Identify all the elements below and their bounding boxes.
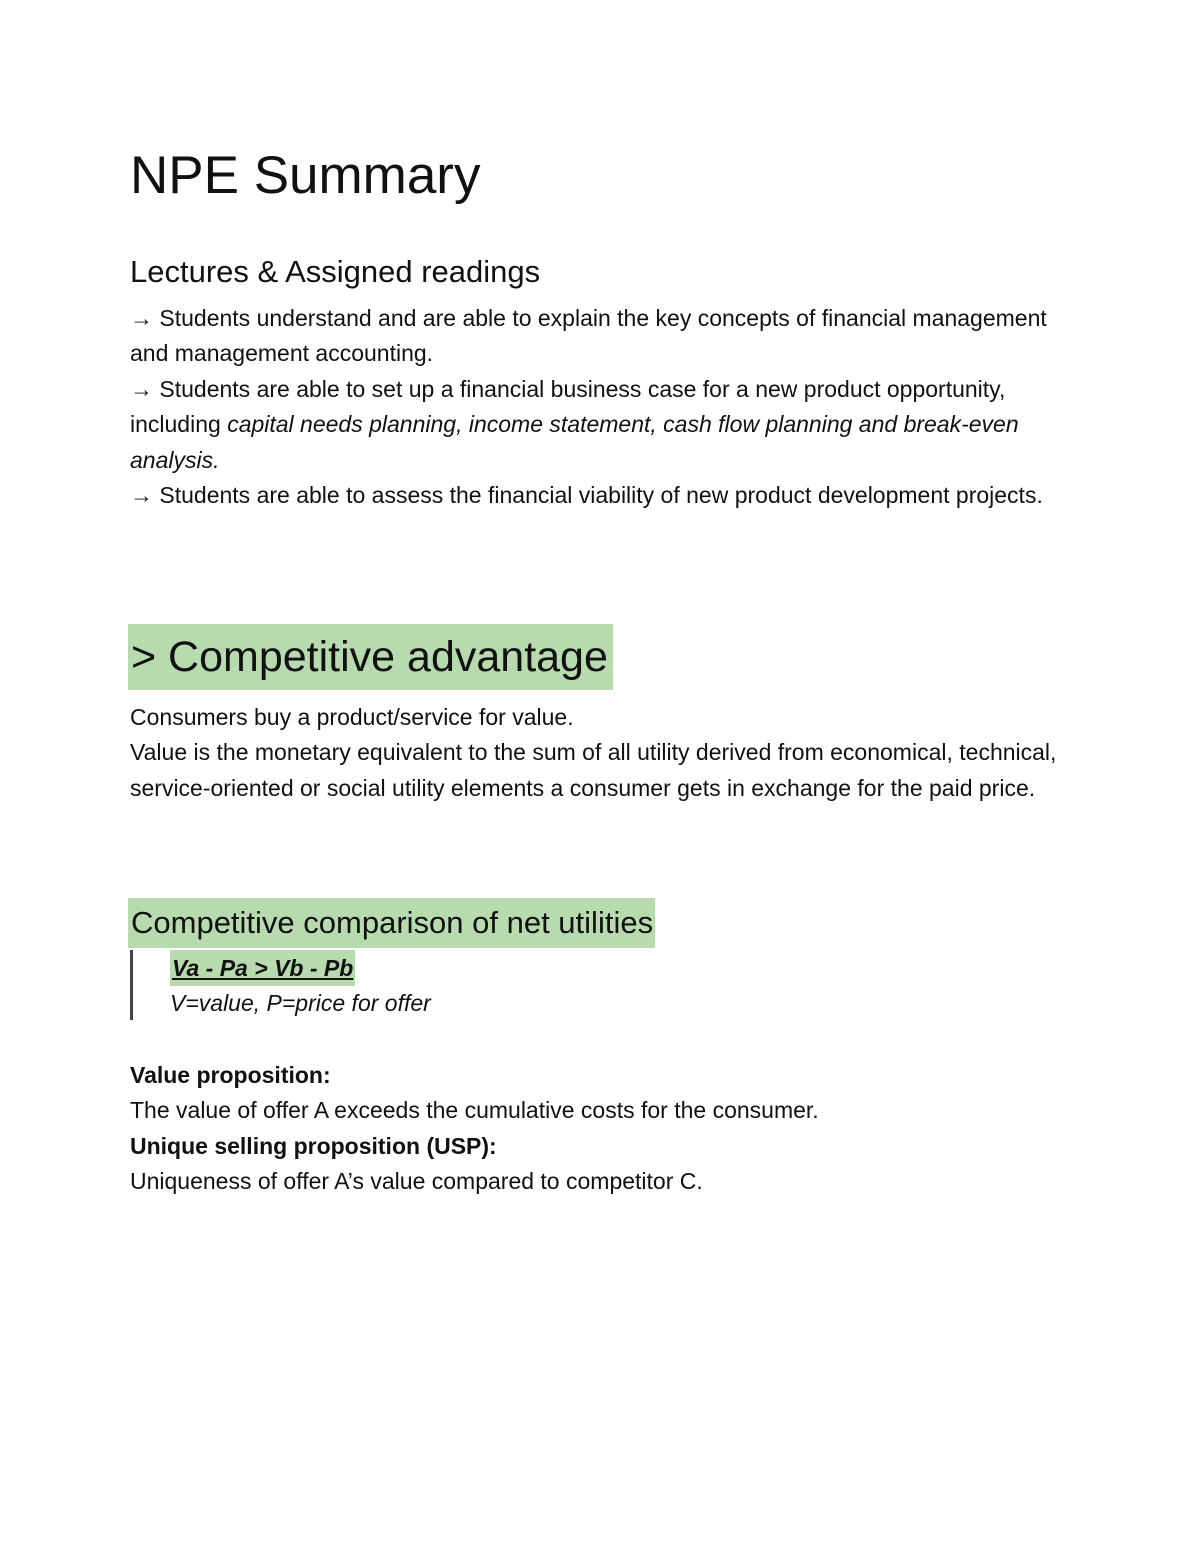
formula-legend: V=value, P=price for offer — [170, 990, 431, 1016]
advantage-line-1: Consumers buy a product/service for value. — [130, 704, 574, 730]
net-utilities-heading: Competitive comparison of net utilities — [128, 898, 655, 948]
formula-quote-block — [130, 950, 431, 1020]
readings-item-2-text: → Students are able to set up a financial business case for a new product opportunity, including — [130, 375, 1006, 438]
advantage-line-2: Value is the monetary equivalent to the sum of all utility derived from economical, technical, service-oriented or social utility elements a consumer gets in exchange for the paid price. — [130, 739, 1057, 801]
readings-item-2-emphasis: capital needs planning, income statement, cash flow planning and break-even analysis. — [130, 411, 1019, 473]
formula: Va - Pa > Vb - Pb — [170, 950, 355, 986]
page-title: NPE Summary — [130, 146, 481, 205]
readings-item-2 — [130, 372, 1075, 478]
usp-text: Uniqueness of offer A’s value compared to competitor C. — [130, 1168, 703, 1195]
competitive-advantage-heading: > Competitive advantage — [128, 624, 613, 690]
usp-label: Unique selling proposition (USP): — [130, 1132, 497, 1159]
definitions — [130, 1058, 1075, 1200]
competitive-advantage-text — [130, 700, 1075, 806]
value-proposition-text: The value of offer A exceeds the cumulative costs for the consumer. — [130, 1097, 819, 1124]
readings-heading: Lectures & Assigned readings — [130, 254, 541, 289]
readings-item-1: → Students understand and are able to explain the key concepts of financial management and management accounting. — [130, 305, 1047, 367]
readings-list — [130, 301, 1075, 513]
readings-item-3: → Students are able to assess the financial viability of new product development projects. — [130, 482, 1043, 509]
value-proposition-label: Value proposition: — [130, 1062, 331, 1088]
